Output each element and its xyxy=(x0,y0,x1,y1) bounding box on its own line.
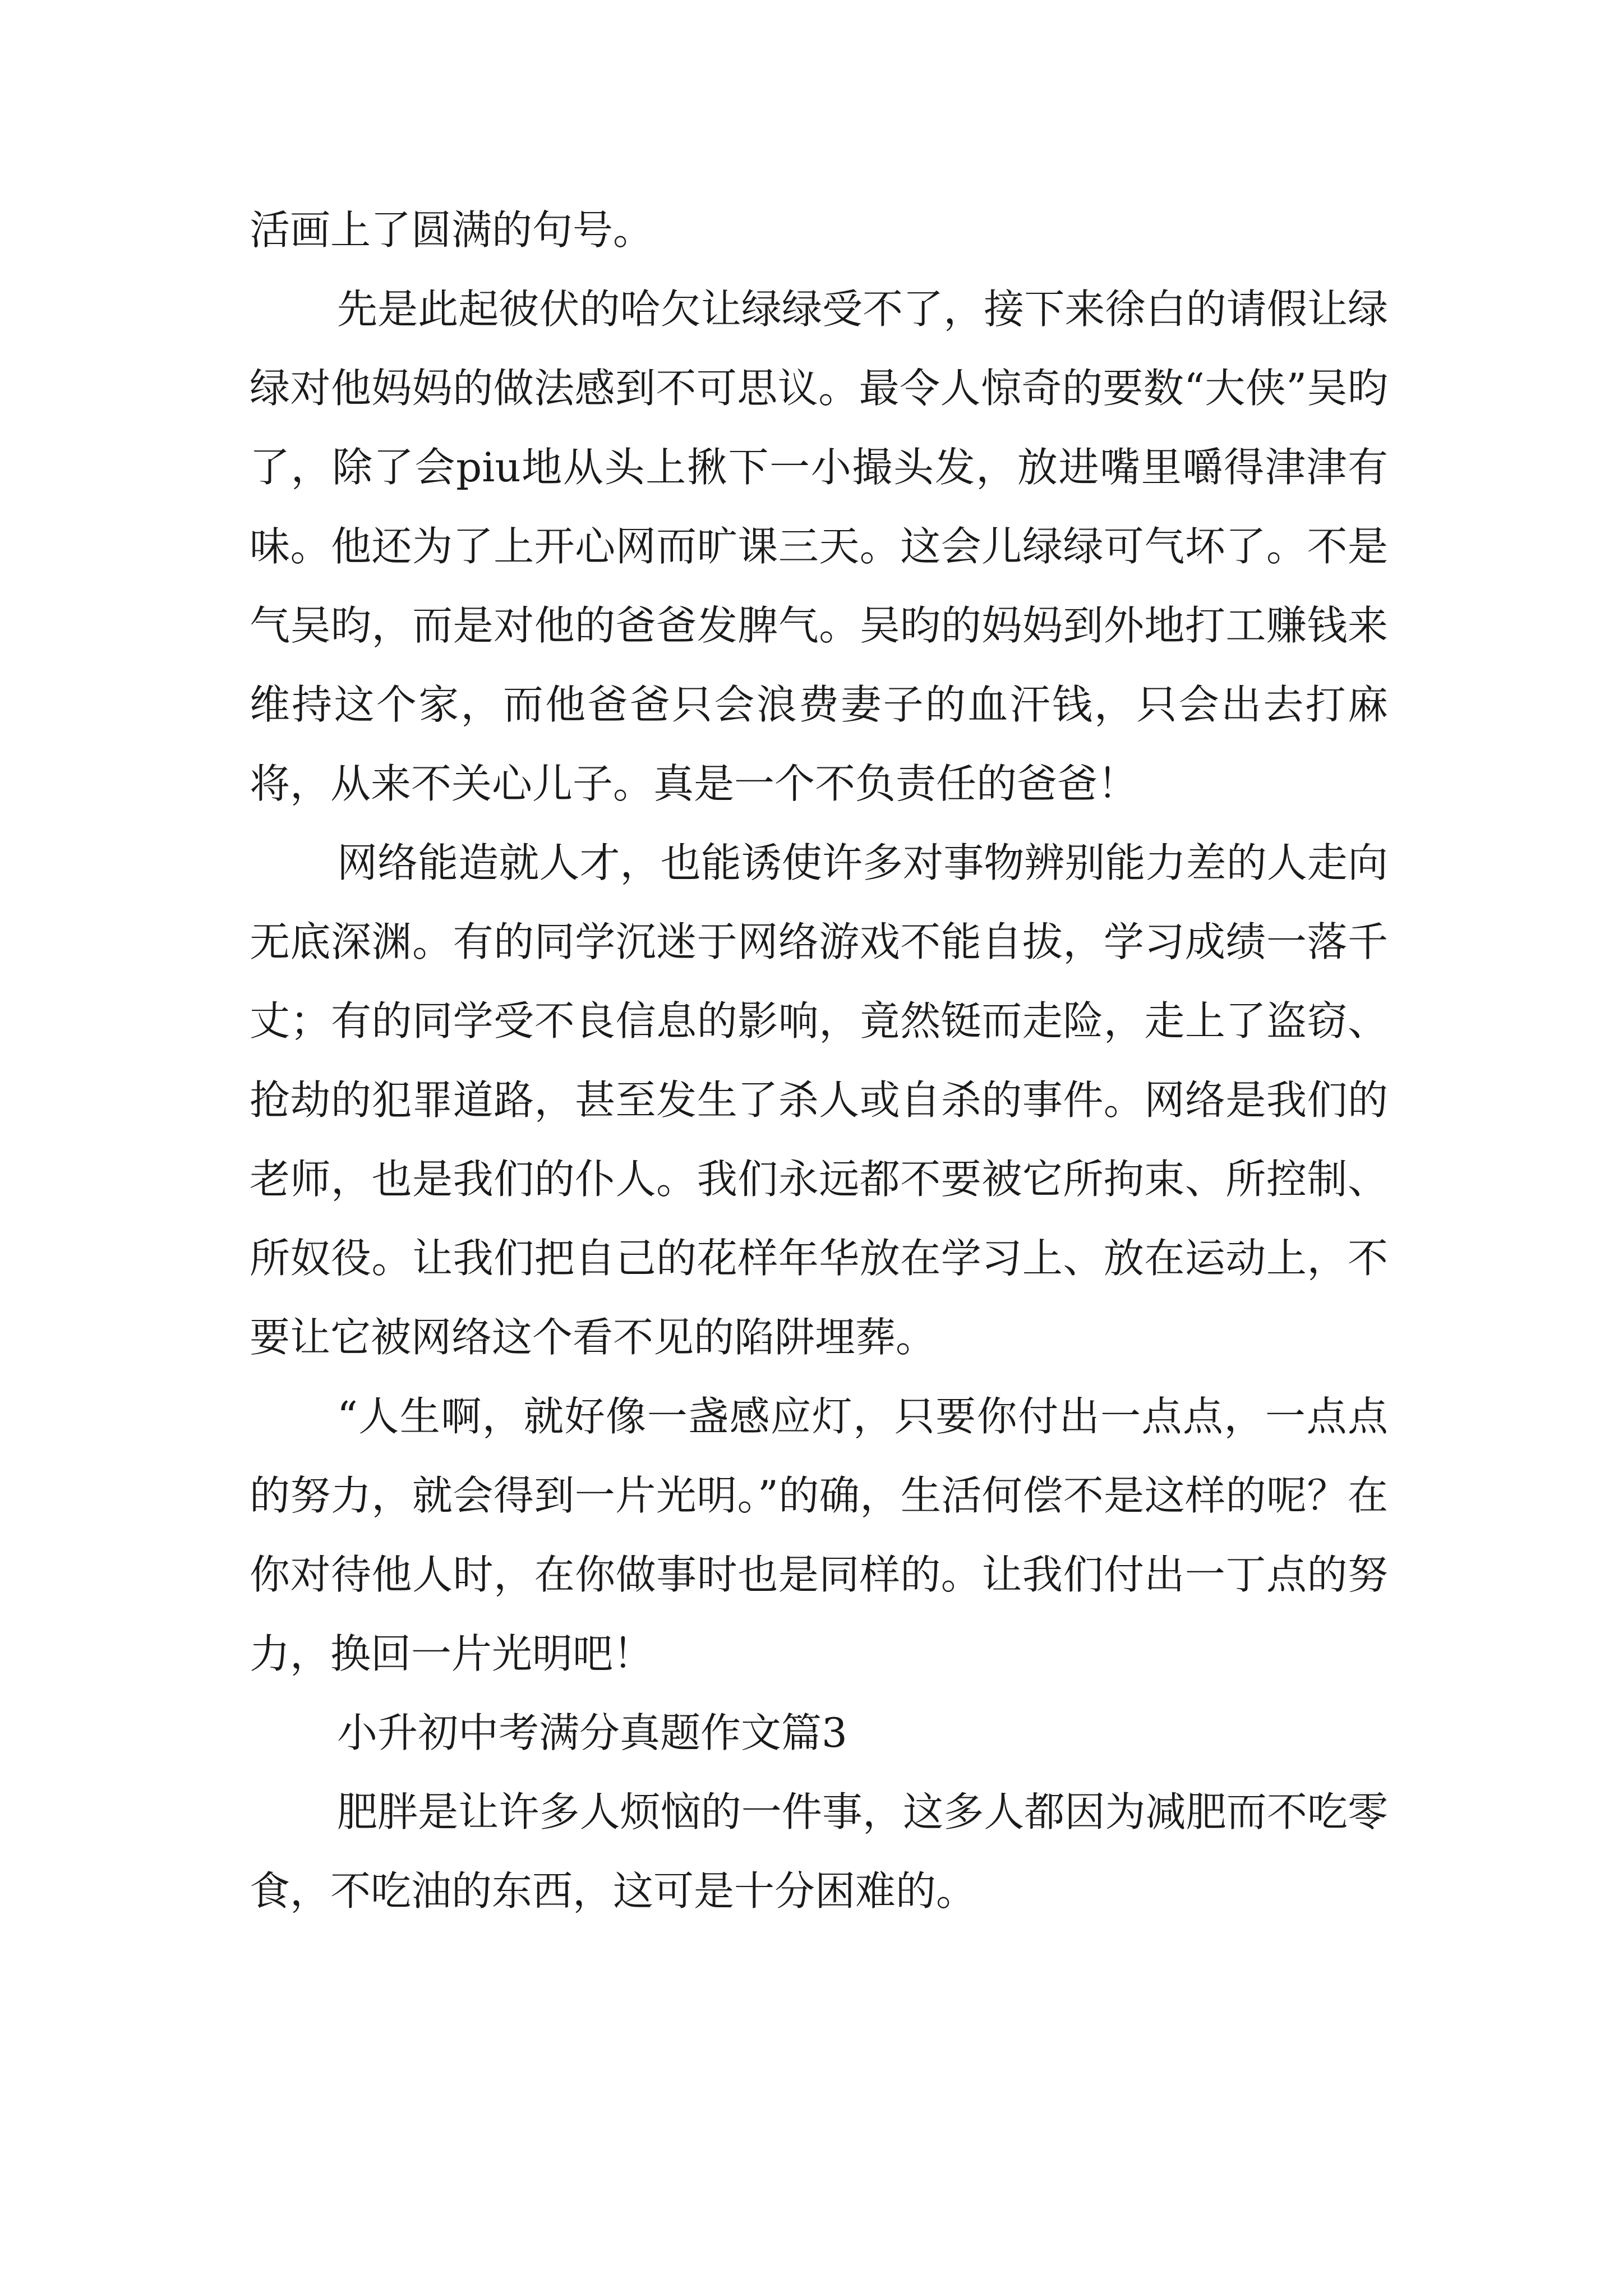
paragraph-lamp: “人生啊，就好像一盏感应灯，只要你付出一点点，一点点的努力，就会得到一片光明。”的确，生活何偿不是这样的呢？在你对待他人时，在你做事时也是同样的。让我们付出一丁点的努力，换回一片光明吧！ xyxy=(250,1393,1388,1677)
paragraph-lvlv: 先是此起彼伏的哈欠让绿绿受不了，接下来徐白的请假让绿绿对他妈妈的做法感到不可思议。最令人惊奇的要数“大侠”吴昀了，除了会piu地从头上揪下一小撮头发，放进嘴里嚼得津津有味。他还为了上开心网而旷课三天。这会儿绿绿可气坏了。不是气吴昀，而是对他的爸爸发脾气。吴昀的妈妈到外地打工赚钱来维持这个家，而他爸爸只会浪费妻子的血汗钱，只会出去打麻将，从来不关心儿子。真是一个不负责任的爸爸！ xyxy=(250,286,1388,807)
paragraph-obesity: 肥胖是让许多人烦恼的一件事，这多人都因为减肥而不吃零食，不吃油的东西，这可是十分困难的。 xyxy=(250,1788,1388,1915)
paragraph-network: 网络能造就人才，也能诱使许多对事物辨别能力差的人走向无底深渊。有的同学沉迷于网络游戏不能自拔，学习成绩一落千丈；有的同学受不良信息的影响，竟然铤而走险，走上了盗窃、抢劫的犯罪道路，甚至发生了杀人或自杀的事件。网络是我们的老师，也是我们的仆人。我们永远都不要被它所拘束、所控制、所奴役。让我们把自己的花样年华放在学习上、放在运动上，不要让它被网络这个看不见的陷阱埋葬。 xyxy=(250,839,1388,1361)
essay-heading: 小升初中考满分真题作文篇3 xyxy=(337,1709,847,1756)
document-body xyxy=(250,191,1388,1931)
paragraph-continuation: 活画上了圆满的句号。 xyxy=(250,206,654,254)
